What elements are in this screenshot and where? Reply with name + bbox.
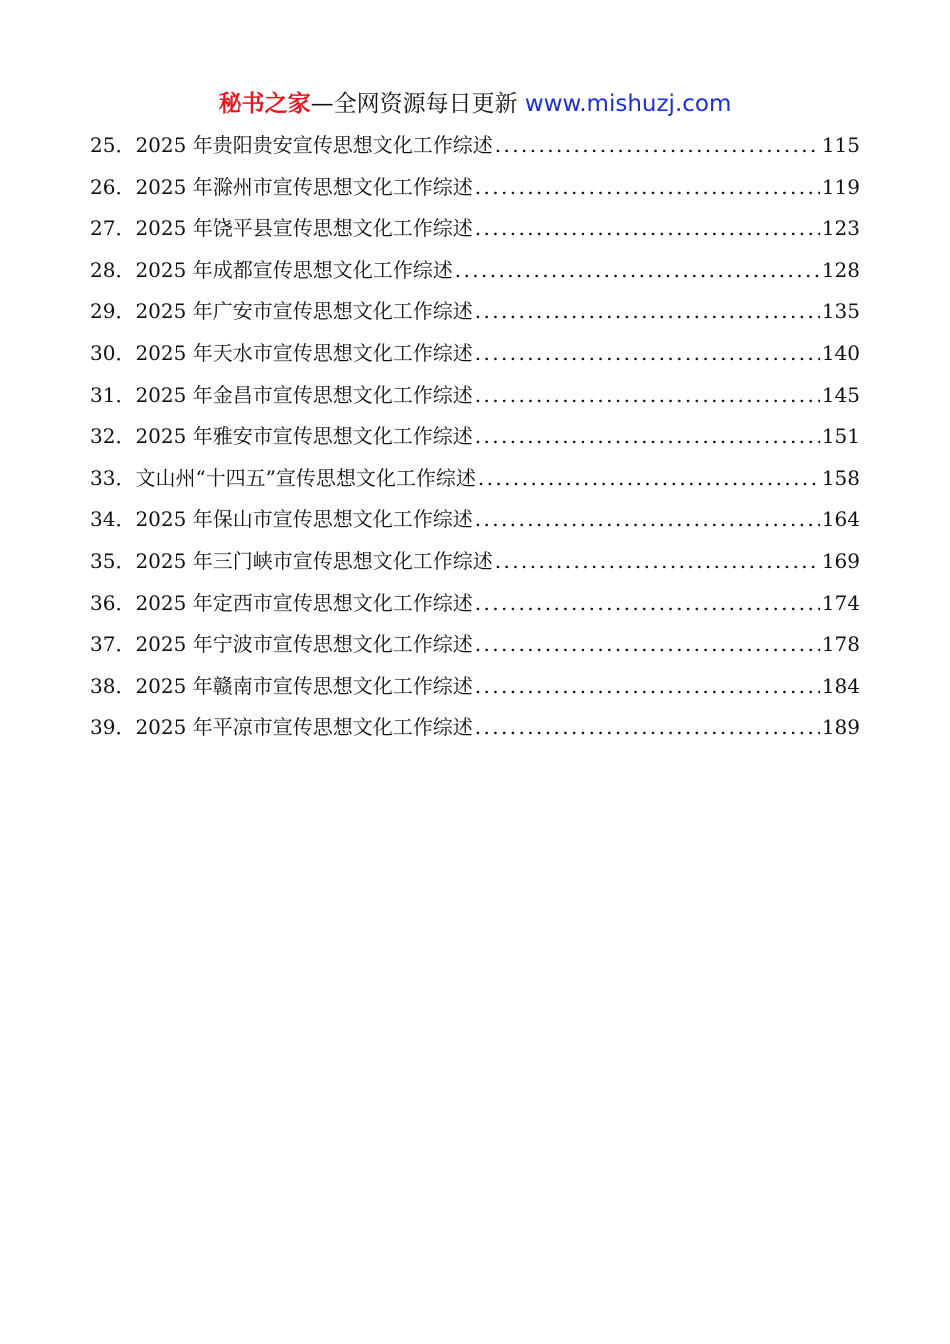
toc-entry[interactable] (90, 545, 860, 587)
toc-entry[interactable] (90, 462, 860, 504)
toc-entry-title: 26．2025 年滁州市宣传思想文化工作综述 (90, 174, 473, 199)
site-header-banner (0, 88, 950, 120)
toc-entry-page-number: 119 (821, 174, 860, 199)
toc-entry-title: 39．2025 年平凉市宣传思想文化工作综述 (90, 715, 473, 740)
toc-entry[interactable] (90, 379, 860, 421)
toc-dot-leader (475, 591, 820, 615)
toc-dot-leader (475, 216, 820, 240)
toc-entry[interactable] (90, 212, 860, 254)
toc-dot-leader (478, 466, 820, 490)
toc-entry-page-number: 135 (821, 299, 860, 324)
toc-entry-page-number: 169 (821, 548, 860, 573)
toc-dot-leader (475, 175, 820, 199)
toc-entry-title: 36．2025 年定西市宣传思想文化工作综述 (90, 590, 473, 615)
toc-entry[interactable] (90, 587, 860, 629)
site-url-link[interactable]: www.mishuzj.com (524, 91, 732, 117)
table-of-contents (90, 129, 860, 753)
toc-dot-leader (475, 424, 820, 448)
toc-entry-title: 32．2025 年雅安市宣传思想文化工作综述 (90, 424, 473, 449)
toc-entry-page-number: 145 (821, 382, 860, 407)
toc-entry-page-number: 151 (821, 424, 860, 449)
toc-dot-leader (495, 549, 820, 573)
site-slogan: —全网资源每日更新 (310, 91, 518, 117)
toc-entry-title: 30．2025 年天水市宣传思想文化工作综述 (90, 340, 473, 365)
toc-entry-page-number: 189 (821, 715, 860, 740)
toc-entry-title: 25．2025 年贵阳贵安宣传思想文化工作综述 (90, 133, 493, 157)
toc-entry[interactable] (90, 628, 860, 670)
toc-entry-page-number: 174 (821, 590, 860, 615)
toc-dot-leader (475, 383, 820, 407)
toc-entry-page-number: 115 (821, 133, 860, 157)
toc-entry-page-number: 184 (821, 673, 860, 698)
toc-dot-leader (455, 258, 820, 282)
toc-dot-leader (475, 632, 820, 656)
toc-dot-leader (475, 341, 820, 365)
toc-dot-leader (475, 299, 820, 323)
toc-entry-title: 28．2025 年成都宣传思想文化工作综述 (90, 257, 453, 282)
toc-entry-title: 35．2025 年三门峡市宣传思想文化工作综述 (90, 548, 493, 573)
toc-entry[interactable] (90, 711, 860, 753)
toc-entry[interactable] (90, 295, 860, 337)
toc-dot-leader (475, 715, 820, 739)
toc-entry-title: 29．2025 年广安市宣传思想文化工作综述 (90, 299, 473, 324)
toc-entry[interactable] (90, 420, 860, 462)
toc-entry-page-number: 164 (821, 507, 860, 532)
toc-entry-page-number: 123 (821, 216, 860, 241)
toc-entry-page-number: 158 (821, 465, 860, 490)
toc-entry-title: 31．2025 年金昌市宣传思想文化工作综述 (90, 382, 473, 407)
toc-entry[interactable] (90, 254, 860, 296)
toc-entry-title: 34．2025 年保山市宣传思想文化工作综述 (90, 507, 473, 532)
toc-entry[interactable] (90, 670, 860, 712)
toc-entry[interactable] (90, 129, 860, 171)
toc-entry-page-number: 140 (821, 340, 860, 365)
toc-entry[interactable] (90, 171, 860, 213)
toc-entry[interactable] (90, 337, 860, 379)
toc-entry-title: 33．文山州“十四五”宣传思想文化工作综述 (90, 465, 476, 490)
toc-entry-page-number: 128 (821, 257, 860, 282)
toc-entry-page-number: 178 (821, 632, 860, 657)
site-brand-name: 秘书之家 (218, 91, 311, 117)
toc-dot-leader (495, 133, 820, 157)
toc-dot-leader (475, 507, 820, 531)
toc-entry-title: 38．2025 年赣南市宣传思想文化工作综述 (90, 673, 473, 698)
toc-entry-title: 37．2025 年宁波市宣传思想文化工作综述 (90, 632, 473, 657)
toc-entry[interactable] (90, 503, 860, 545)
toc-dot-leader (475, 674, 820, 698)
toc-entry-title: 27．2025 年饶平县宣传思想文化工作综述 (90, 216, 473, 241)
